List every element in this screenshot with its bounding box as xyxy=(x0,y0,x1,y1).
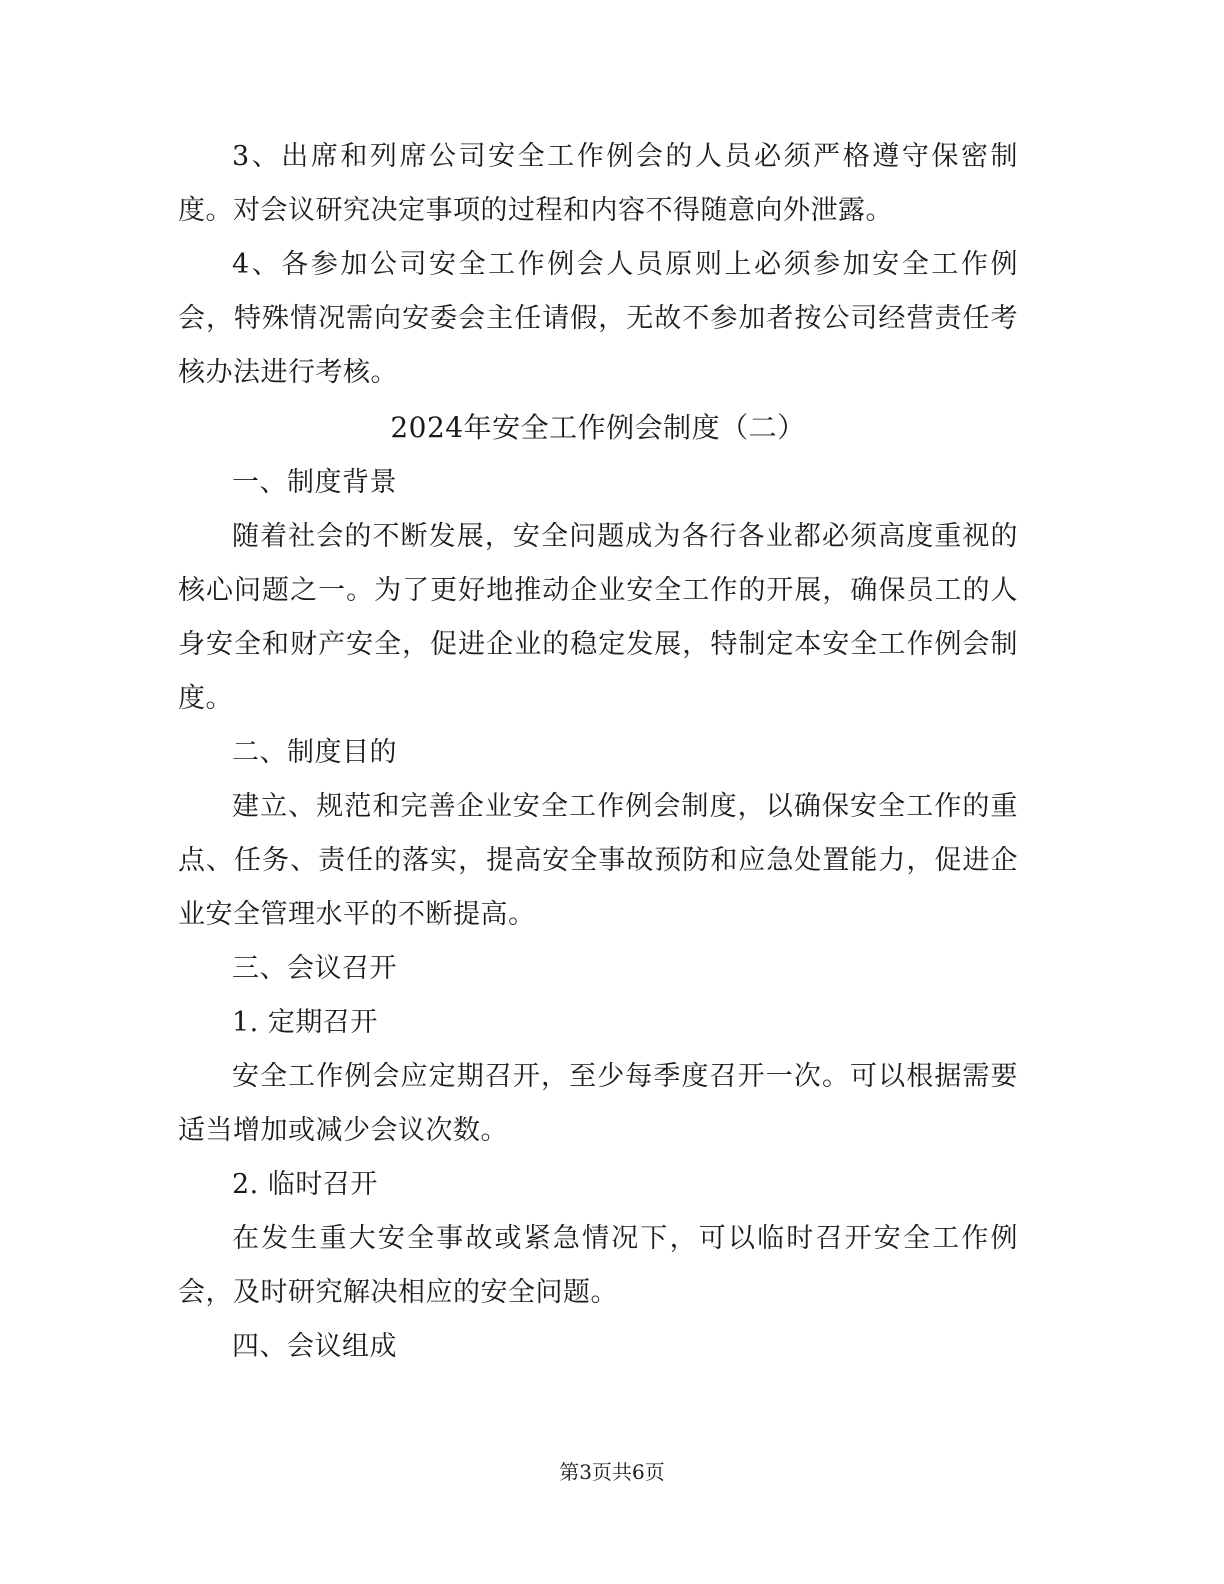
paragraph-background: 随着社会的不断发展，安全问题成为各行各业都必须高度重视的核心问题之一。为了更好地推动企业安全工作的开展，确保员工的人身安全和财产安全，促进企业的稳定发展，特制定本安全工作例会制度。 xyxy=(178,521,1018,714)
paragraph-item-3: 3、出席和列席公司安全工作例会的人员必须严格遵守保密制度。对会议研究决定事项的过程和内容不得随意向外泄露。 xyxy=(178,141,1018,226)
paragraph-item-4: 4、各参加公司安全工作例会人员原则上必须参加安全工作例会，特殊情况需向安委会主任请假，无故不参加者按公司经营责任考核办法进行考核。 xyxy=(178,249,1018,388)
document-body xyxy=(178,130,1018,1374)
heading-regular-meeting: 1. 定期召开 xyxy=(232,1007,378,1038)
paragraph-regular-meeting: 安全工作例会应定期召开，至少每季度召开一次。可以根据需要适当增加或减少会议次数。 xyxy=(178,1061,1018,1146)
page-number: 第3页共6页 xyxy=(559,1460,665,1484)
paragraph-temporary-meeting: 在发生重大安全事故或紧急情况下，可以临时召开安全工作例会，及时研究解决相应的安全问题。 xyxy=(178,1223,1018,1308)
heading-meeting-composition: 四、会议组成 xyxy=(232,1331,397,1362)
heading-purpose: 二、制度目的 xyxy=(232,737,397,768)
heading-background: 一、制度背景 xyxy=(232,467,397,498)
heading-meeting-convening: 三、会议召开 xyxy=(232,953,397,984)
section-title: 2024年安全工作例会制度（二） xyxy=(390,411,806,444)
paragraph-purpose: 建立、规范和完善企业安全工作例会制度，以确保安全工作的重点、任务、责任的落实，提高安全事故预防和应急处置能力，促进企业安全管理水平的不断提高。 xyxy=(178,791,1018,930)
heading-temporary-meeting: 2. 临时召开 xyxy=(232,1169,378,1200)
